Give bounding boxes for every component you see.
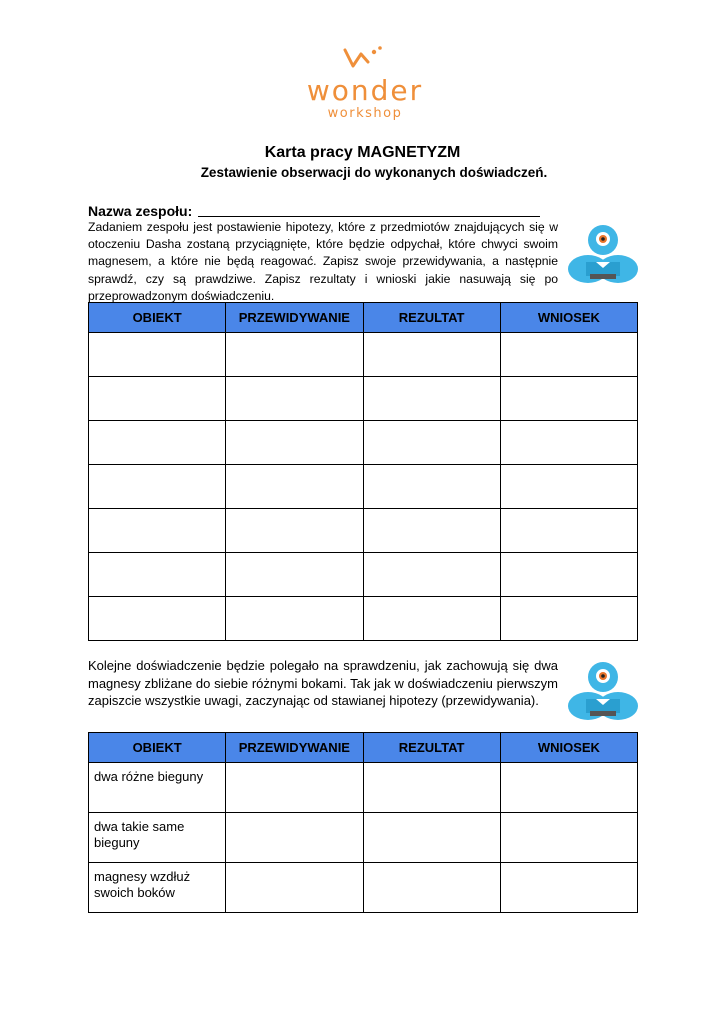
table-cell[interactable] [226, 597, 363, 641]
table-cell[interactable] [500, 597, 637, 641]
object-cell: dwa różne bieguny [89, 763, 226, 813]
table-row [89, 553, 638, 597]
table-cell[interactable] [89, 509, 226, 553]
table-cell[interactable] [363, 863, 500, 913]
table-cell[interactable] [89, 553, 226, 597]
table-cell[interactable] [500, 763, 637, 813]
page-subtitle: Zestawienie obserwacji do wykonanych doświadczeń. [200, 165, 548, 180]
table-cell[interactable] [226, 333, 363, 377]
intro-paragraph: Zadaniem zespołu jest postawienie hipotezy, które z przedmiotów znajdujących się w otoczeniu Dasha zostaną przyciągnięte, które będzie odpychał, które chwyci swoim magnesem, a które nie będą reagować. Zapisz swoje przewidywania, a następnie sprawdź, czy są prawdziwe. Zapisz rezultaty i wnioski jakie nasuwają się po przeprowadzonym doświadczeniu. [88, 220, 558, 303]
table-cell[interactable] [500, 377, 637, 421]
header-cell: PRZEWIDYWANIE [226, 303, 363, 333]
table-cell[interactable] [89, 597, 226, 641]
team-name-label: Nazwa zespołu: [88, 203, 193, 219]
table-cell[interactable] [226, 813, 363, 863]
wonder-workshop-logo [290, 44, 440, 126]
table-cell[interactable] [363, 509, 500, 553]
table-cell[interactable] [500, 509, 637, 553]
table-cell[interactable] [500, 553, 637, 597]
table-cell[interactable] [226, 377, 363, 421]
table-row [89, 813, 638, 863]
table-cell[interactable] [226, 465, 363, 509]
team-name-line[interactable] [198, 202, 540, 217]
table-row [89, 597, 638, 641]
table-cell[interactable] [363, 333, 500, 377]
header-cell: OBIEKT [89, 303, 226, 333]
table-cell[interactable] [500, 465, 637, 509]
observations-table-1 [88, 302, 638, 641]
table-row [89, 333, 638, 377]
logo-sub: workshop [327, 106, 403, 121]
table-cell[interactable] [89, 333, 226, 377]
table-cell[interactable] [226, 553, 363, 597]
logo-mark-icon [340, 44, 390, 74]
header-cell: WNIOSEK [500, 303, 637, 333]
table-row [89, 509, 638, 553]
header-cell: PRZEWIDYWANIE [226, 733, 363, 763]
observations-table-2 [88, 732, 638, 913]
table-cell[interactable] [89, 377, 226, 421]
second-experiment-paragraph: Kolejne doświadczenie będzie polegało na sprawdzeniu, jak zachowują się dwa magnesy zbliżane do siebie różnymi bokami. Tak jak w doświadczeniu pierwszym zapiszcie wszystkie uwagi, zaczynając od stawianej hipotezy (przewidywania). [88, 658, 558, 709]
object-cell: magnesy wzdłuż swoich boków [89, 863, 226, 913]
page-title: Karta pracy MAGNETYZM [264, 144, 461, 161]
table-header-row [89, 303, 638, 333]
table-cell[interactable] [226, 763, 363, 813]
table-cell[interactable] [500, 863, 637, 913]
logo-word: wonder [306, 74, 424, 107]
table-cell[interactable] [500, 813, 637, 863]
table-cell[interactable] [363, 553, 500, 597]
table-cell[interactable] [500, 333, 637, 377]
table-cell[interactable] [89, 465, 226, 509]
object-cell: dwa takie same bieguny [89, 813, 226, 863]
table-cell[interactable] [363, 377, 500, 421]
table-cell[interactable] [363, 421, 500, 465]
table-row [89, 377, 638, 421]
table-cell[interactable] [363, 597, 500, 641]
dash-robot-icon [566, 659, 640, 725]
table-row [89, 465, 638, 509]
table-cell[interactable] [363, 763, 500, 813]
table-cell[interactable] [89, 421, 226, 465]
header-cell: WNIOSEK [500, 733, 637, 763]
table-cell[interactable] [363, 813, 500, 863]
table-header-row [89, 733, 638, 763]
table-cell[interactable] [226, 421, 363, 465]
table-row [89, 421, 638, 465]
header-cell: REZULTAT [363, 733, 500, 763]
table-row [89, 863, 638, 913]
table-cell[interactable] [226, 509, 363, 553]
table-cell[interactable] [500, 421, 637, 465]
table-cell[interactable] [226, 863, 363, 913]
dash-robot-icon [566, 222, 640, 288]
table-row [89, 763, 638, 813]
table-cell[interactable] [363, 465, 500, 509]
header-cell: REZULTAT [363, 303, 500, 333]
header-cell: OBIEKT [89, 733, 226, 763]
team-name-field[interactable] [88, 202, 540, 219]
